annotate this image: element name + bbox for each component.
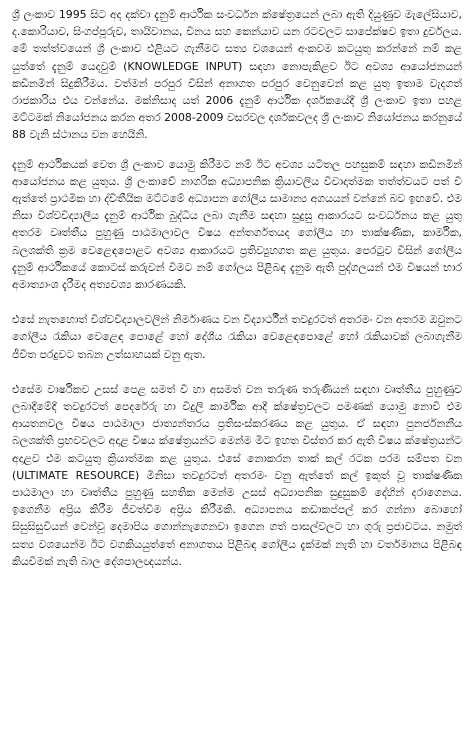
paragraph-4: එසේම වාර්ෂිකව උසස් පෙළ සමත් වී හා අසමත් වන තරුණ තරුණියන් සඳහා වෘත්තීය පුහුණුව ලබාදීමේදී තවදුරටත් පෙදරේරු හා විදුලි කාර්මික ආදී ක්ෂේත්‍රවලට පමණක් යොමු නොවී එම ආයතනවල විෂය පාඨමාලා ජාත්‍යන්තරය ප්‍රතිසංස්කරණය කළ යුතුය. ඒ සඳහා පුනර්ජනනීය බලශක්ති ප්‍රභවවලට අදාළ විෂය ක්ෂේත්‍රයන්ට මෙන්ම මීට ඉහත විස්තර කර ඇති විෂය ක්ෂේත්‍රයන්ට අදාළව එම කටයුතු ක්‍රියාත්මක කළ යුතුය. එසේ නොකරන තාක් කල් රටක පරම සම්පත වන (ULTIMATE RESOURCE) මිනිසා තවදුරටත් අතරමං වනු ඇත්තේ කල් ඉකුත් වූ තාක්ෂණික පාඨමාලා හා වෘත්තීය පුහුණු සහතික මෙන්ම උසස් අධ්‍යාපනික සුදුසුකම් දේහින් දරාගෙනය. ඉගෙනීම අප්‍රිය කිරීම ජීවත්වීම අප්‍රිය කිරීමකි. අධ්‍යාපනය කඩාකප්පල් කර ගන්නා බොහෝ සිසුසිසුවියන් වෙන්වූ දෙමාපිය ගොන්නැගෙනවා ඉගෙන ගත් පාසල්වලට හා ගුරු ප්‍රජාවටය. නමුත් සත්‍ය වශයෙන්ම ඊට වගකියයුත්තේ අනාගතය පිළිබඳ ගෝලීය දැක්මක් නැති හා වර්තමානය පිළිබඳ කියවීමක් නැති බාල දේශපාලඥයන්ය. <box>12 382 462 568</box>
paragraph-1: ශ්‍රී ලංකාව 1995 සිට අද දක්වා දැනුම් ආර්ථික සංවර්ධන ක්ෂේත්‍රයෙන් ලබා ඇති දියුණුව මැලේසියාව, ද.කොරියාව, සිංගප්පූරුව, තායිවානය, චීනය සහ කෙන්යාව යන රටවලට සාපේක්ෂව ඉතා දුර්වලය. මේ තත්ත්වයෙන් ශ්‍රී ලංකාව එළියට ගැනීමට සත්‍ය වශයෙන් අංකවම කටයුතු කරන්නේ නම් කළ යුත්තේ දැනුම් යෙදවුම් (KNOWLEDGE INPUT) සඳහා නොපැකිළව ඊට අවශ්‍ය ආයෝජනයන් කඩිනමින් සිදුකිරීමය. වත්මන් පරපුර විසින් අනාගත පරපුර වෙනුවෙන් කළ යුතු ඉතාම වැදගත් රාජකාරිය එය වන්නේය. මක්නිසාද යත් 2006 දැනුම් ආර්ථික දර්ශකයේදී ශ්‍රී ලංකාව ඉතා පහළ මට්ටමක් නියෝජනය කරන අතර 2008-2009 වසරවල දර්ශකවලද ශ්‍රී ලංකාව නියෝජනය කරනුයේ 88 වැනි ස්ථානය වන හෙයිනි. <box>12 8 463 142</box>
paragraph-3: එසේ නැතහොත් විශ්වවිද්‍යාලවලින් නිර්මාණය වන විද්‍යාර්ථීන් තවදුරටත් අතරමං වන අතරම ඔවුනට ගෝලීය රැකියා වෙළෙඳ පොළේ හෝ දේශීය රැකියා වෙළෙඳපොළේ හෝ රැකියාවක් ලබාගැනීම ජීවිත පරදුවට තබන උත්සාහයක් වනු ඇත. <box>12 313 462 361</box>
paragraph-spacer <box>12 363 462 381</box>
paragraph-spacer <box>12 144 462 156</box>
paragraph-2: දැනුම් ආර්ථිකයක් වෙත ශ්‍රී ලංකාව යොමු කිරීමට නම් ඊට අවශ්‍ය යටිතල පහසුකම් සඳහා කඩිනමින් ආයෝජනය කළ යුතුය. ශ්‍රී ලංකාවේ නාගරික අධ්‍යාපනික ක්‍රියාවලිය විවාදාත්මක තත්ත්වයට පත් වී ඇත්තේ ප්‍රාථමික හා ද්විතීයික මට්ටමේ අධ්‍යාපන ගෝලීය සාමාන්‍ය අගයයන් වන්නේ බව ඉඟවේ. එම නිසා විශ්වවිද්‍යාලීය දැනුම් ආර්ථික බුද්ධිය ලබා ගැනීම සඳහා සුදුසු ආකාරයට සංවර්ධනය කළ යුතු අතරම වෘත්තීය පුහුණු පාඨමාලාවල විෂය අන්තර්ගතයද ගෝලීය හා තාක්ෂණික, කාර්මික, බලශක්ති ක්‍රම වෙළෙඳපොළට අවශ්‍ය ආකාරයට ප්‍රතිව්‍යුහගත කළ යුතුය. පෙරටුව විසින් ගෝලීය දැනුම් ආර්ථිකයේ කොටස් කරුවන් වීමට නම් ගෝලය පිළිබඳ දැනුම ඇති පුද්ගලයන් එම විෂයන් භාර අමාත්‍යාංශ දැරීමද අත්‍යවශ්‍ය කාරණයකි. <box>12 157 462 292</box>
paragraph-spacer <box>12 293 462 311</box>
